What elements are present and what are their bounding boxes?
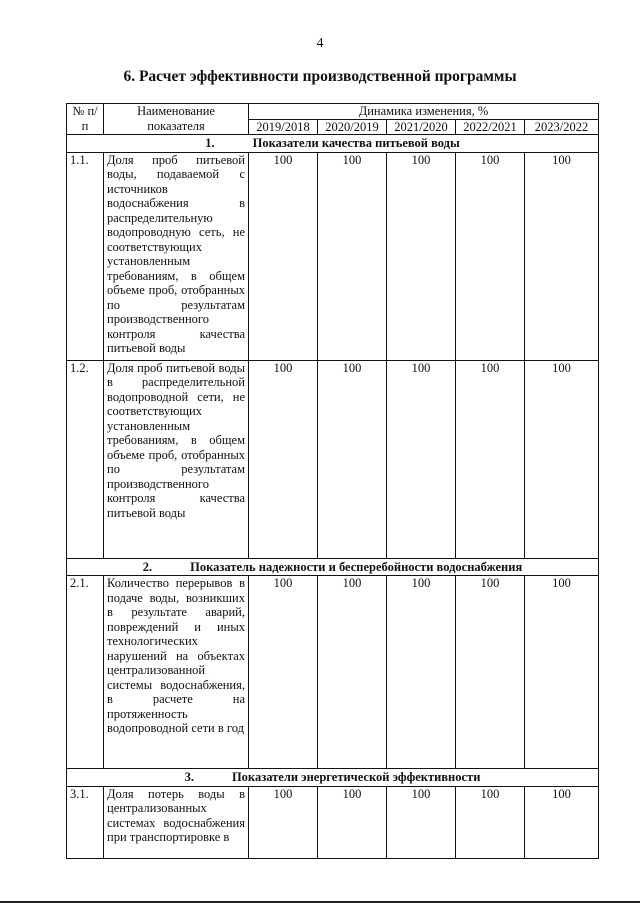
section-number: 3. (184, 770, 194, 784)
section-row (67, 769, 599, 787)
indicator-name: Доля проб питьевой воды в распределительной водопроводной сети, не соответствующих установленным требованиям, в общем объеме проб, отобранных по результатам производственного контроля качества питьевой воды (104, 360, 249, 558)
table-row (67, 786, 599, 858)
header-period: 2023/2022 (525, 119, 599, 135)
section-row (67, 558, 599, 576)
indicator-name: Доля проб питьевой воды, подаваемой с источников водоснабжения в распределительную водопроводную сеть, не соответствующих установленным требованиям, в общем объеме проб, отобранных по результатам производственного контроля качества питьевой воды (104, 152, 249, 360)
page-bottom-edge (0, 901, 640, 903)
indicator-name: Количество перерывов в подаче воды, возникших в результате аварий, повреждений и иных технологических нарушений на объектах централизованной системы водоснабжения, в расчете на протяженность водопроводной сети в год (104, 576, 249, 769)
header-dynamics: Динамика изменения, % (249, 104, 599, 120)
header-name: Наименование показателя (104, 104, 249, 135)
header-period: 2019/2018 (249, 119, 318, 135)
value-cell: 100 (525, 360, 599, 558)
value-cell: 100 (456, 360, 525, 558)
value-cell: 100 (387, 576, 456, 769)
value-cell: 100 (318, 152, 387, 360)
value-cell: 100 (456, 786, 525, 858)
section-row (67, 135, 599, 153)
section-heading: Показатель надежности и бесперебойности водоснабжения (190, 559, 523, 574)
value-cell: 100 (249, 576, 318, 769)
value-cell: 100 (318, 576, 387, 769)
row-number: 2.1. (67, 576, 104, 769)
header-period: 2020/2019 (318, 119, 387, 135)
value-cell: 100 (387, 360, 456, 558)
section-number: 2. (142, 559, 153, 574)
value-cell: 100 (456, 576, 525, 769)
value-cell: 100 (318, 360, 387, 558)
efficiency-table (66, 103, 599, 859)
value-cell: 100 (249, 786, 318, 858)
row-number: 3.1. (67, 786, 104, 858)
table-header (67, 104, 599, 135)
value-cell: 100 (456, 152, 525, 360)
row-number: 1.1. (67, 152, 104, 360)
row-number: 1.2. (67, 360, 104, 558)
value-cell: 100 (525, 786, 599, 858)
section-heading: Показатели энергетической эффективности (231, 770, 481, 784)
indicator-name: Доля потерь воды в централизованных системах водоснабжения при транспортировке в (104, 786, 249, 858)
header-period: 2021/2020 (387, 119, 456, 135)
value-cell: 100 (387, 786, 456, 858)
value-cell: 100 (249, 360, 318, 558)
value-cell: 100 (249, 152, 318, 360)
value-cell: 100 (525, 576, 599, 769)
table-row (67, 152, 599, 360)
section-title: 6. Расчет эффективности производственной программы (123, 68, 517, 85)
page-number: 4 (316, 36, 324, 51)
header-period: 2022/2021 (456, 119, 525, 135)
table-row (67, 576, 599, 769)
value-cell: 100 (318, 786, 387, 858)
value-cell: 100 (387, 152, 456, 360)
header-num: № п/п (67, 104, 104, 135)
table-row (67, 360, 599, 558)
section-number: 1. (205, 136, 215, 150)
value-cell: 100 (525, 152, 599, 360)
section-heading: Показатели качества питьевой воды (252, 136, 460, 150)
